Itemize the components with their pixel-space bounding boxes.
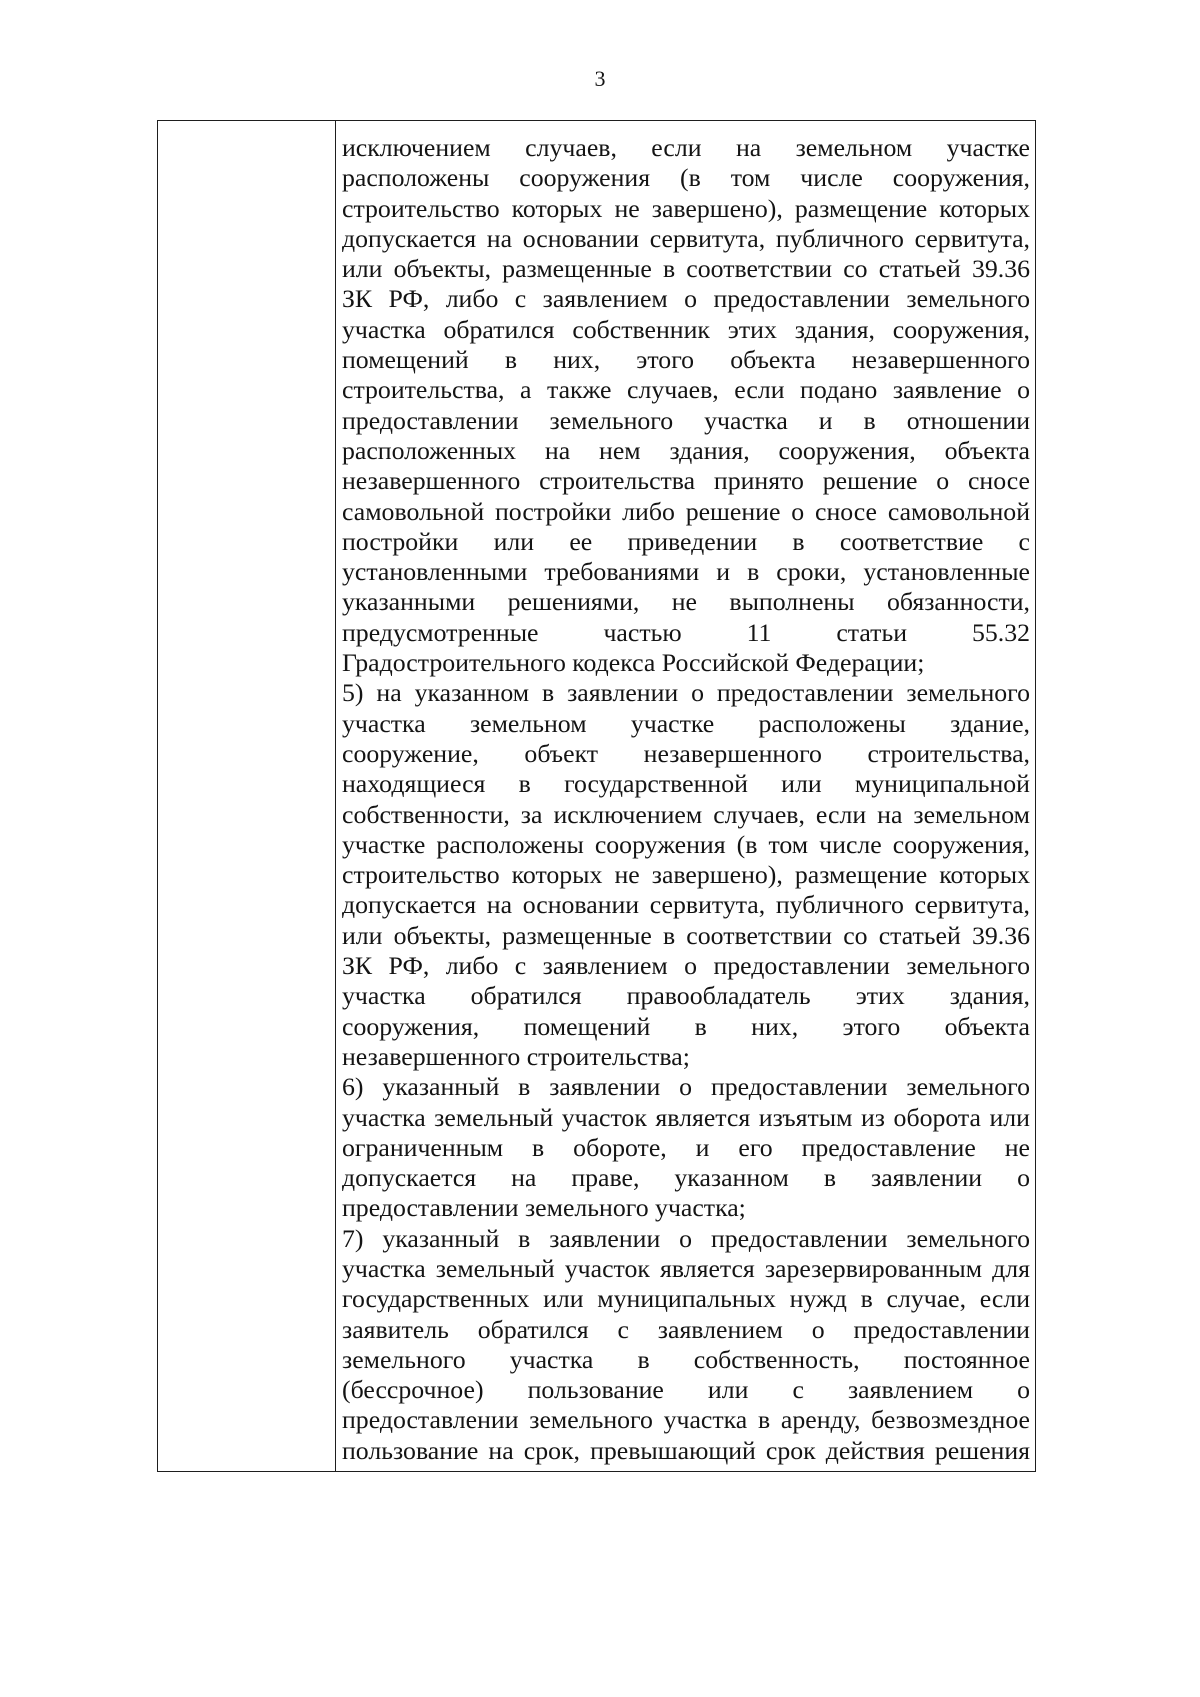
text-line: строительства, а также случаев, если подано заявление о [342, 375, 1030, 405]
text-line: или объекты, размещенные в соответствии со статьей 39.36 [342, 920, 1030, 950]
text-line: земельного участка в собственность, постоянное [342, 1344, 1030, 1374]
text-line: участка земельном участке расположены здание, [342, 708, 1030, 738]
text-line: постройки или ее приведении в соответствие с [342, 526, 1030, 556]
text-line: помещений в них, этого объекта незавершенного [342, 345, 1030, 375]
text-line: сооружение, объект незавершенного строительства, [342, 738, 1030, 768]
text-line: участка земельный участок является зарезервированным для [342, 1253, 1030, 1283]
text-line: государственных или муниципальных нужд в случае, если [342, 1284, 1030, 1314]
text-line: расположены сооружения (в том числе сооружения, [342, 163, 1030, 193]
text-line: (бессрочное) пользование или с заявлением о [342, 1375, 1030, 1405]
table-cell-left [158, 121, 336, 1471]
text-line: заявитель обратился с заявлением о предоставлении [342, 1314, 1030, 1344]
table-cell-right [336, 121, 1035, 1471]
text-line: 6) указанный в заявлении о предоставлении земельного [342, 1072, 1030, 1102]
text-line: предоставлении земельного участка в аренду, безвозмездное [342, 1405, 1030, 1435]
page-number: 3 [594, 66, 606, 91]
text-line: предоставлении земельного участка и в отношении [342, 405, 1030, 435]
text-line: незавершенного строительства; [342, 1041, 690, 1071]
text-line: Градостроительного кодекса Российской Федерации; [342, 648, 925, 678]
text-line: установленными требованиями и в сроки, установленные [342, 557, 1030, 587]
text-line: 7) указанный в заявлении о предоставлении земельного [342, 1223, 1030, 1253]
paragraph [342, 1224, 1035, 1466]
paragraph [342, 133, 1035, 678]
text-line: строительство которых не завершено), размещение которых [342, 860, 1030, 890]
text-line: или объекты, размещенные в соответствии со статьей 39.36 [342, 254, 1030, 284]
text-line: пользование на срок, превышающий срок действия решения [342, 1435, 1030, 1465]
text-line: расположенных на нем здания, сооружения, объекта [342, 435, 1030, 465]
text-line: предоставлении земельного участка; [342, 1193, 746, 1223]
text-line: самовольной постройки либо решение о сносе самовольной [342, 496, 1030, 526]
document-table [157, 120, 1036, 1472]
text-line: допускается на основании сервитута, публичного сервитута, [342, 223, 1030, 253]
text-line: участка обратился собственник этих здания, сооружения, [342, 314, 1030, 344]
text-line: указанными решениями, не выполнены обязанности, [342, 587, 1030, 617]
text-line: сооружения, помещений в них, этого объекта [342, 1011, 1030, 1041]
text-line: участке расположены сооружения (в том числе сооружения, [342, 829, 1030, 859]
text-line: участка обратился правообладатель этих здания, [342, 981, 1030, 1011]
text-line: допускается на основании сервитута, публичного сервитута, [342, 890, 1030, 920]
text-line: исключением случаев, если на земельном участке [342, 133, 1030, 162]
text-line: находящиеся в государственной или муниципальной [342, 769, 1030, 799]
text-line: 5) на указанном в заявлении о предоставлении земельного [342, 678, 1030, 708]
text-line: допускается на праве, указанном в заявлении о [342, 1163, 1030, 1193]
text-line: ЗК РФ, либо с заявлением о предоставлении земельного [342, 951, 1030, 981]
text-line: участка земельный участок является изъятым из оборота или [342, 1102, 1030, 1132]
text-line: ЗК РФ, либо с заявлением о предоставлении земельного [342, 284, 1030, 314]
text-line: ограниченным в обороте, и его предоставление не [342, 1132, 1030, 1162]
text-line: строительство которых не завершено), размещение которых [342, 193, 1030, 223]
text-line: незавершенного строительства принято решение о сносе [342, 466, 1030, 496]
paragraph [342, 678, 1035, 1072]
paragraph [342, 1072, 1035, 1223]
text-line: предусмотренные частью 11 статьи 55.32 [342, 617, 1030, 647]
text-line: собственности, за исключением случаев, если на земельном [342, 799, 1030, 829]
